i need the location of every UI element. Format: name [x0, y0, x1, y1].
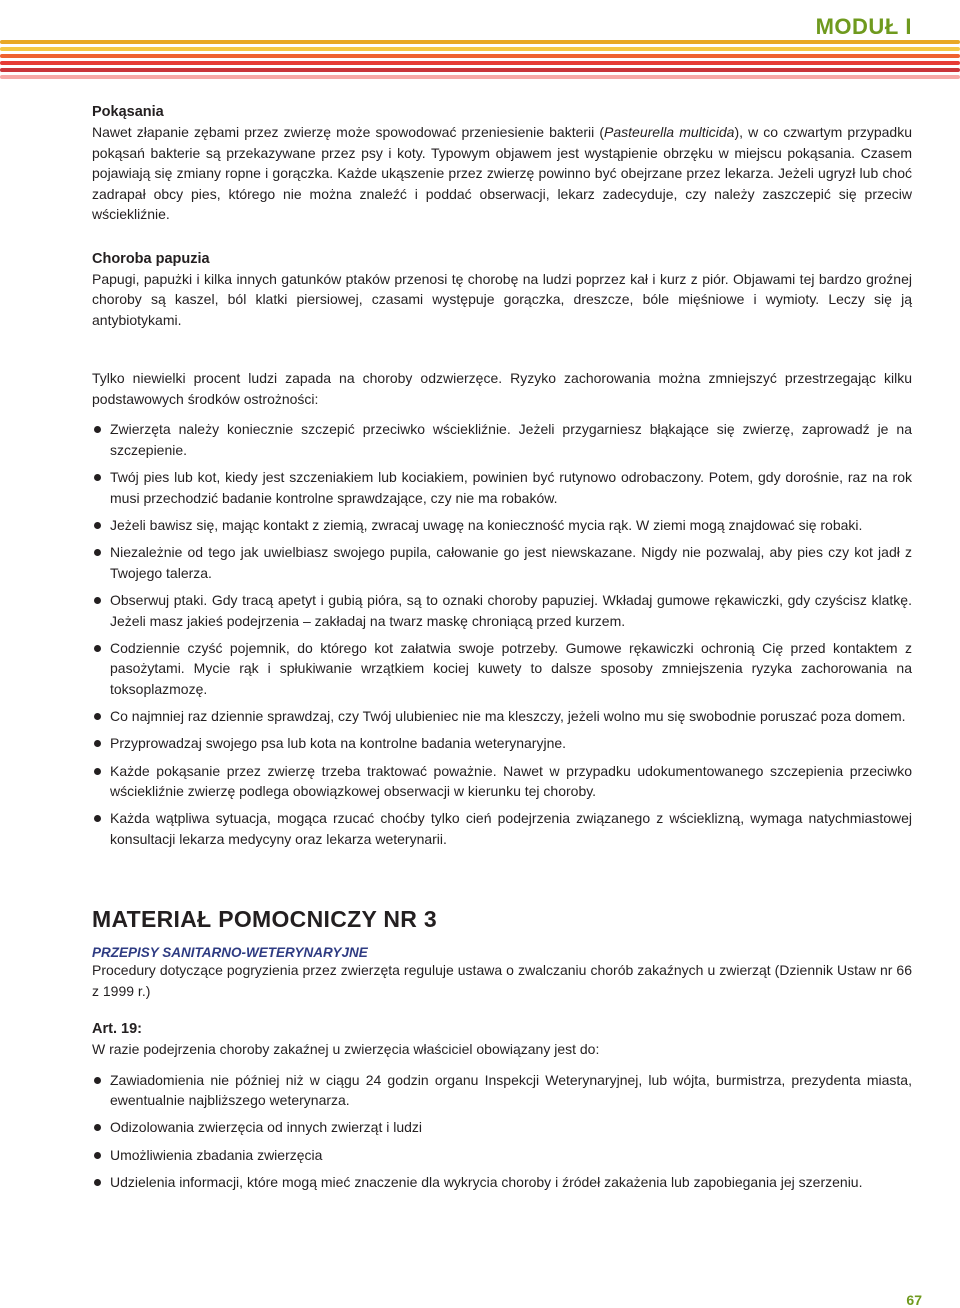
section-heading-parrot: Choroba papuzia [92, 250, 210, 267]
list-item-text: Codziennie czyść pojemnik, do którego kot załatwia swoje potrzeby. Gumowe rękawiczki ochronią Cię przed kontaktem z pasożytami. Mycie rąk i spłukiwanie wrzątkiem kociej kuwety to dalsze sposoby zmniejszenia ryzyka zachorowania na toksoplazmozę. [110, 639, 912, 698]
material-title: MATERIAŁ POMOCNICZY NR 3 [92, 906, 437, 933]
list-item [92, 638, 912, 700]
page-number: 67 [906, 1292, 922, 1308]
list-item-text: Zawiadomienia nie później niż w ciągu 24 godzin organu Inspekcji Weterynaryjnej, lub wójta, burmistrza, prezydenta miasta, ewentualnie najbliższego weterynarza. [110, 1071, 912, 1109]
text-run: Nawet złapanie zębami przez zwierzę może spowodować przeniesienie bakterii ( [92, 124, 605, 140]
list-item [92, 515, 912, 536]
bullet-icon [94, 713, 101, 720]
list-item-text: Obserwuj ptaki. Gdy tracą apetyt i gubią pióra, są to oznaki choroby papuziej. Wkładaj gumowe rękawiczki, gdy czyścisz klatkę. Jeżeli masz jakieś podejrzenia – zakładaj na twarz maskę chroniącą przed kurzem. [110, 591, 912, 629]
stripe [0, 47, 960, 51]
bacteria-name: Pasteurella multicida [604, 124, 735, 140]
stripe [0, 75, 960, 79]
list-item [92, 467, 912, 509]
bullet-icon [94, 815, 101, 822]
list-item-text: Co najmniej raz dziennie sprawdzaj, czy Twój ulubieniec nie ma kleszczy, jeżeli wolno mu się swobodnie poruszać poza domem. [110, 708, 906, 725]
stripe [0, 68, 960, 72]
section-parrot-disease [92, 249, 912, 331]
list-item-text: Udzielenia informacji, które mogą mieć znaczenie dla wykrycia choroby i źródeł zakażenia lub zapobiegania jej szerzeniu. [110, 1173, 863, 1190]
bullet-icon [94, 597, 101, 604]
prevention-intro: Tylko niewielki procent ludzi zapada na choroby odzwierzęce. Ryzyko zachorowania można zmniejszyć przestrzegając kilku podstawowych środków ostrożności: [92, 370, 912, 407]
list-item [92, 706, 912, 727]
article-list [92, 1070, 912, 1193]
section-prevention [92, 368, 912, 850]
material-subheading: PRZEPISY SANITARNO-WETERYNARYJNE [92, 945, 368, 961]
bullet-icon [94, 1179, 101, 1186]
list-item [92, 761, 912, 803]
list-item [92, 590, 912, 632]
prevention-list [92, 419, 912, 850]
list-item-text: Każde pokąsanie przez zwierzę trzeba traktować poważnie. Nawet w przypadku udokumentowanego szczepienia przeciwko wściekliźnie zwierzę podlega obowiązkowej obserwacji w kierunku tej choroby. [110, 762, 912, 800]
bullet-icon [94, 549, 101, 556]
text-run: ), w co czwartym przypadku pokąsań bakterie są przekazywane przez psy i koty. Typowym objawem jest wystąpienie obrzęku w miejscu pokąsania. Czasem pojawiają się zmiany ropne i gorączka. Każde ukąszenie przez zwierzę powinno być obejrzane przez lekarza. Jeżeli ugryzł lub choć zadrapał obcy pies, którego nie można znaleźć i poddać obserwacji, lekarz zadecyduje, czy należy zaszczepić się przeciw wściekliźnie. [92, 124, 913, 222]
page-content [92, 102, 912, 1199]
list-item [92, 808, 912, 850]
list-item [92, 733, 912, 754]
section-text-bites [92, 122, 912, 225]
stripe [0, 54, 960, 58]
page-header [0, 0, 960, 90]
list-item-text: Każda wątpliwa sytuacja, mogąca rzucać choćby tylko cień podejrzenia związanego z wścieklizną, wymaga natychmiastowej konsultacji lekarza medycyny oraz lekarza weterynarii. [110, 810, 912, 848]
list-item-text: Przyprowadzaj swojego psa lub kota na kontrolne badania weterynaryjne. [110, 735, 567, 752]
bullet-icon [94, 474, 101, 481]
section-text-parrot: Papugi, papużki i kilka innych gatunków ptaków przenosi tę chorobę na ludzi poprzez kał i kurz z piór. Objawami tej bardzo groźnej choroby są kaszel, ból klatki piersiowej, czasami występuje gorączka, dreszcze, bóle mięśniowe i wymioty. Leczy się ją antybiotykami. [92, 270, 912, 328]
stripe [0, 61, 960, 65]
decorative-stripes [0, 40, 960, 88]
section-heading-bites: Pokąsania [92, 104, 164, 120]
list-item-text: Odizolowania zwierzęcia od innych zwierząt i ludzi [110, 1119, 423, 1136]
stripe [0, 40, 960, 44]
article-text: W razie podejrzenia choroby zakaźnej u zwierzęcia właściciel obowiązany jest do: [92, 1041, 600, 1058]
article-heading: Art. 19: [92, 1021, 142, 1038]
list-item [92, 1172, 912, 1193]
bullet-icon [94, 768, 101, 775]
list-item [92, 1117, 912, 1138]
list-item [92, 419, 912, 461]
bullet-icon [94, 645, 101, 652]
bullet-icon [94, 522, 101, 529]
bullet-icon [94, 1124, 101, 1131]
list-item-text: Umożliwienia zbadania zwierzęcia [110, 1146, 323, 1163]
list-item-text: Niezależnie od tego jak uwielbiasz swojego pupila, całowanie go jest niewskazane. Nigdy nie pozwalaj, aby pies czy kot jadł z Twojego talerza. [110, 543, 912, 581]
list-item-text: Zwierzęta należy koniecznie szczepić przeciwko wściekliźnie. Jeżeli przygarniesz błąkające się zwierzę, zaprowadź je na szczepienie. [110, 421, 912, 458]
bullet-icon [94, 1152, 101, 1159]
material-intro: Procedury dotyczące pogryzienia przez zwierzęta reguluje ustawa o zwalczaniu chorób zakaźnych u zwierząt (Dziennik Ustaw nr 66 z 1999 r.) [92, 962, 912, 999]
bullet-icon [94, 426, 101, 433]
list-item [92, 1145, 912, 1166]
module-label: MODUŁ I [815, 14, 912, 39]
section-bites [92, 102, 912, 225]
bullet-icon [94, 1077, 101, 1084]
list-item-text: Jeżeli bawisz się, mając kontakt z ziemią, zwracaj uwagę na konieczność mycia rąk. W ziemi mogą znajdować się robaki. [110, 516, 863, 533]
bullet-icon [94, 740, 101, 747]
list-item [92, 1070, 912, 1112]
list-item-text: Twój pies lub kot, kiedy jest szczeniakiem lub kociakiem, powinien być rutynowo odrobaczony. Potem, gdy dorośnie, raz na rok musi przechodzić badanie kontrolne sprawdzające, czy nie ma robaków. [110, 468, 912, 506]
list-item [92, 542, 912, 584]
